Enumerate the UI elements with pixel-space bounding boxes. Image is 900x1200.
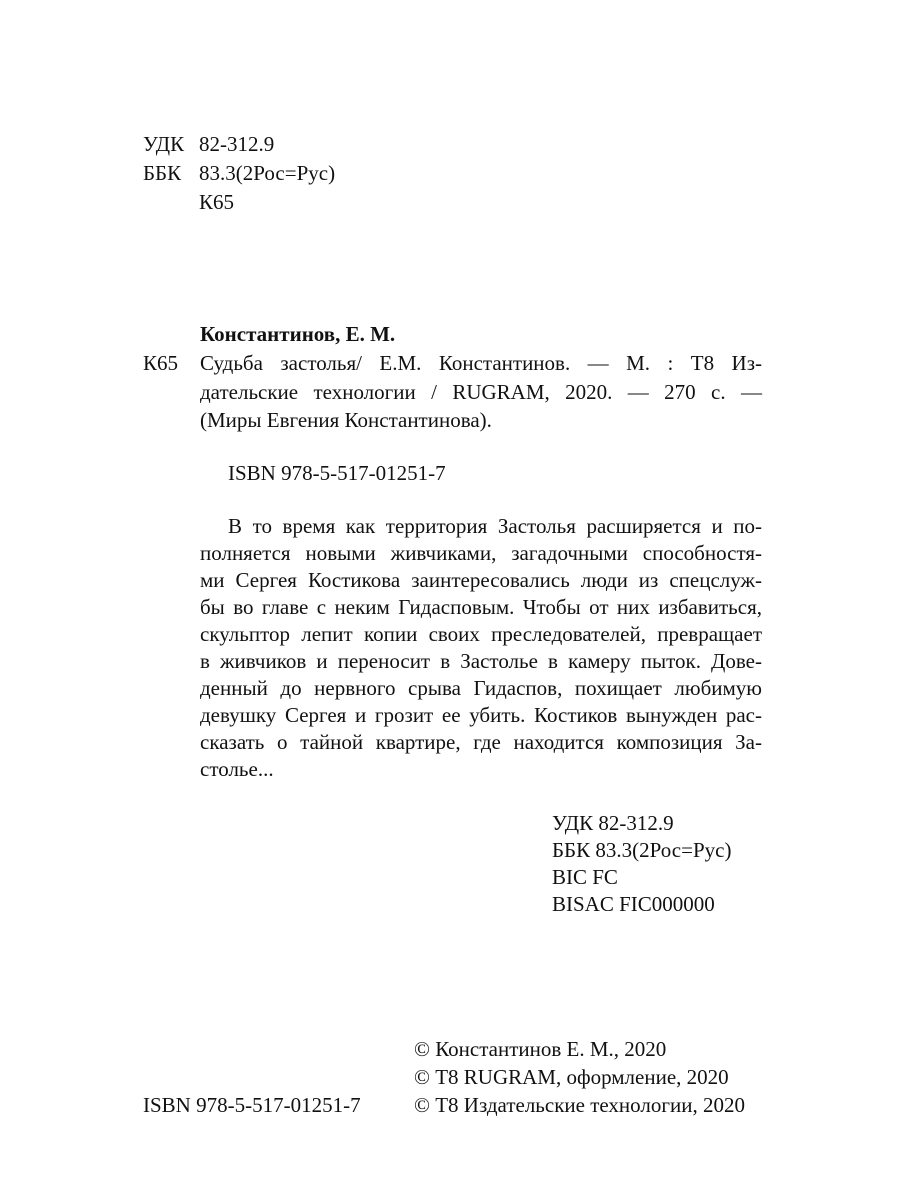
bib-author-mark: К65: [143, 351, 179, 375]
footer-isbn: ISBN 978-5-517-01251-7: [143, 1093, 361, 1117]
copyright-design: © Т8 RUGRAM, оформление, 2020: [414, 1065, 729, 1089]
top-udk-label: УДК: [143, 132, 185, 156]
annotation-line-4: бы во главе с неким Гидасповым. Чтобы от них избавиться,: [200, 595, 762, 619]
top-bbk-label: ББК: [143, 161, 182, 185]
annotation-line-1: В то время как территория Застолья расширяется и по-: [228, 514, 762, 538]
copyright-publisher: © Т8 Издательские технологии, 2020: [414, 1093, 745, 1117]
bottom-bic: BIC FC: [552, 865, 618, 889]
bib-isbn: ISBN 978-5-517-01251-7: [228, 461, 446, 485]
top-bbk-line: [143, 160, 335, 186]
annotation-line-3: ми Сергея Костикова заинтересовались люди из спецслуж-: [200, 568, 762, 592]
top-udk-line: [143, 131, 274, 157]
bib-description-line-3: (Миры Евгения Константинова).: [200, 408, 492, 432]
annotation-line-8: девушку Сергея и грозит ее убить. Костиков вынужден рас-: [200, 703, 762, 727]
top-bbk-value: 83.3(2Рос=Рус): [199, 161, 336, 185]
author-heading: Константинов, Е. М.: [200, 322, 396, 346]
copyright-author: © Константинов Е. М., 2020: [414, 1037, 667, 1061]
bottom-bisac: BISAC FIC000000: [552, 892, 715, 916]
annotation-line-7: денный до нервного срыва Гидаспов, похищает любимую: [200, 676, 762, 700]
annotation-line-2: полняется новыми живчиками, загадочными способностя-: [200, 541, 762, 565]
top-author-mark: К65: [199, 190, 235, 214]
annotation-line-10: столье...: [200, 757, 274, 781]
annotation-line-6: в живчиков и переносит в Застолье в камеру пыток. Дове-: [200, 649, 762, 673]
annotation-line-5: скульптор лепит копии своих преследователей, превращает: [200, 622, 762, 646]
bottom-bbk: ББК 83.3(2Рос=Рус): [552, 838, 732, 862]
annotation-line-9: сказать о тайной квартире, где находится композиция За-: [200, 730, 762, 754]
bottom-udk: УДК 82-312.9: [552, 811, 674, 835]
bib-description-line-2: дательские технологии / RUGRAM, 2020. — 270 с. —: [200, 380, 762, 404]
top-udk-value: 82-312.9: [199, 132, 275, 156]
bib-description-line-1: Судьба застолья/ Е.М. Константинов. — М. : Т8 Из-: [200, 351, 762, 375]
